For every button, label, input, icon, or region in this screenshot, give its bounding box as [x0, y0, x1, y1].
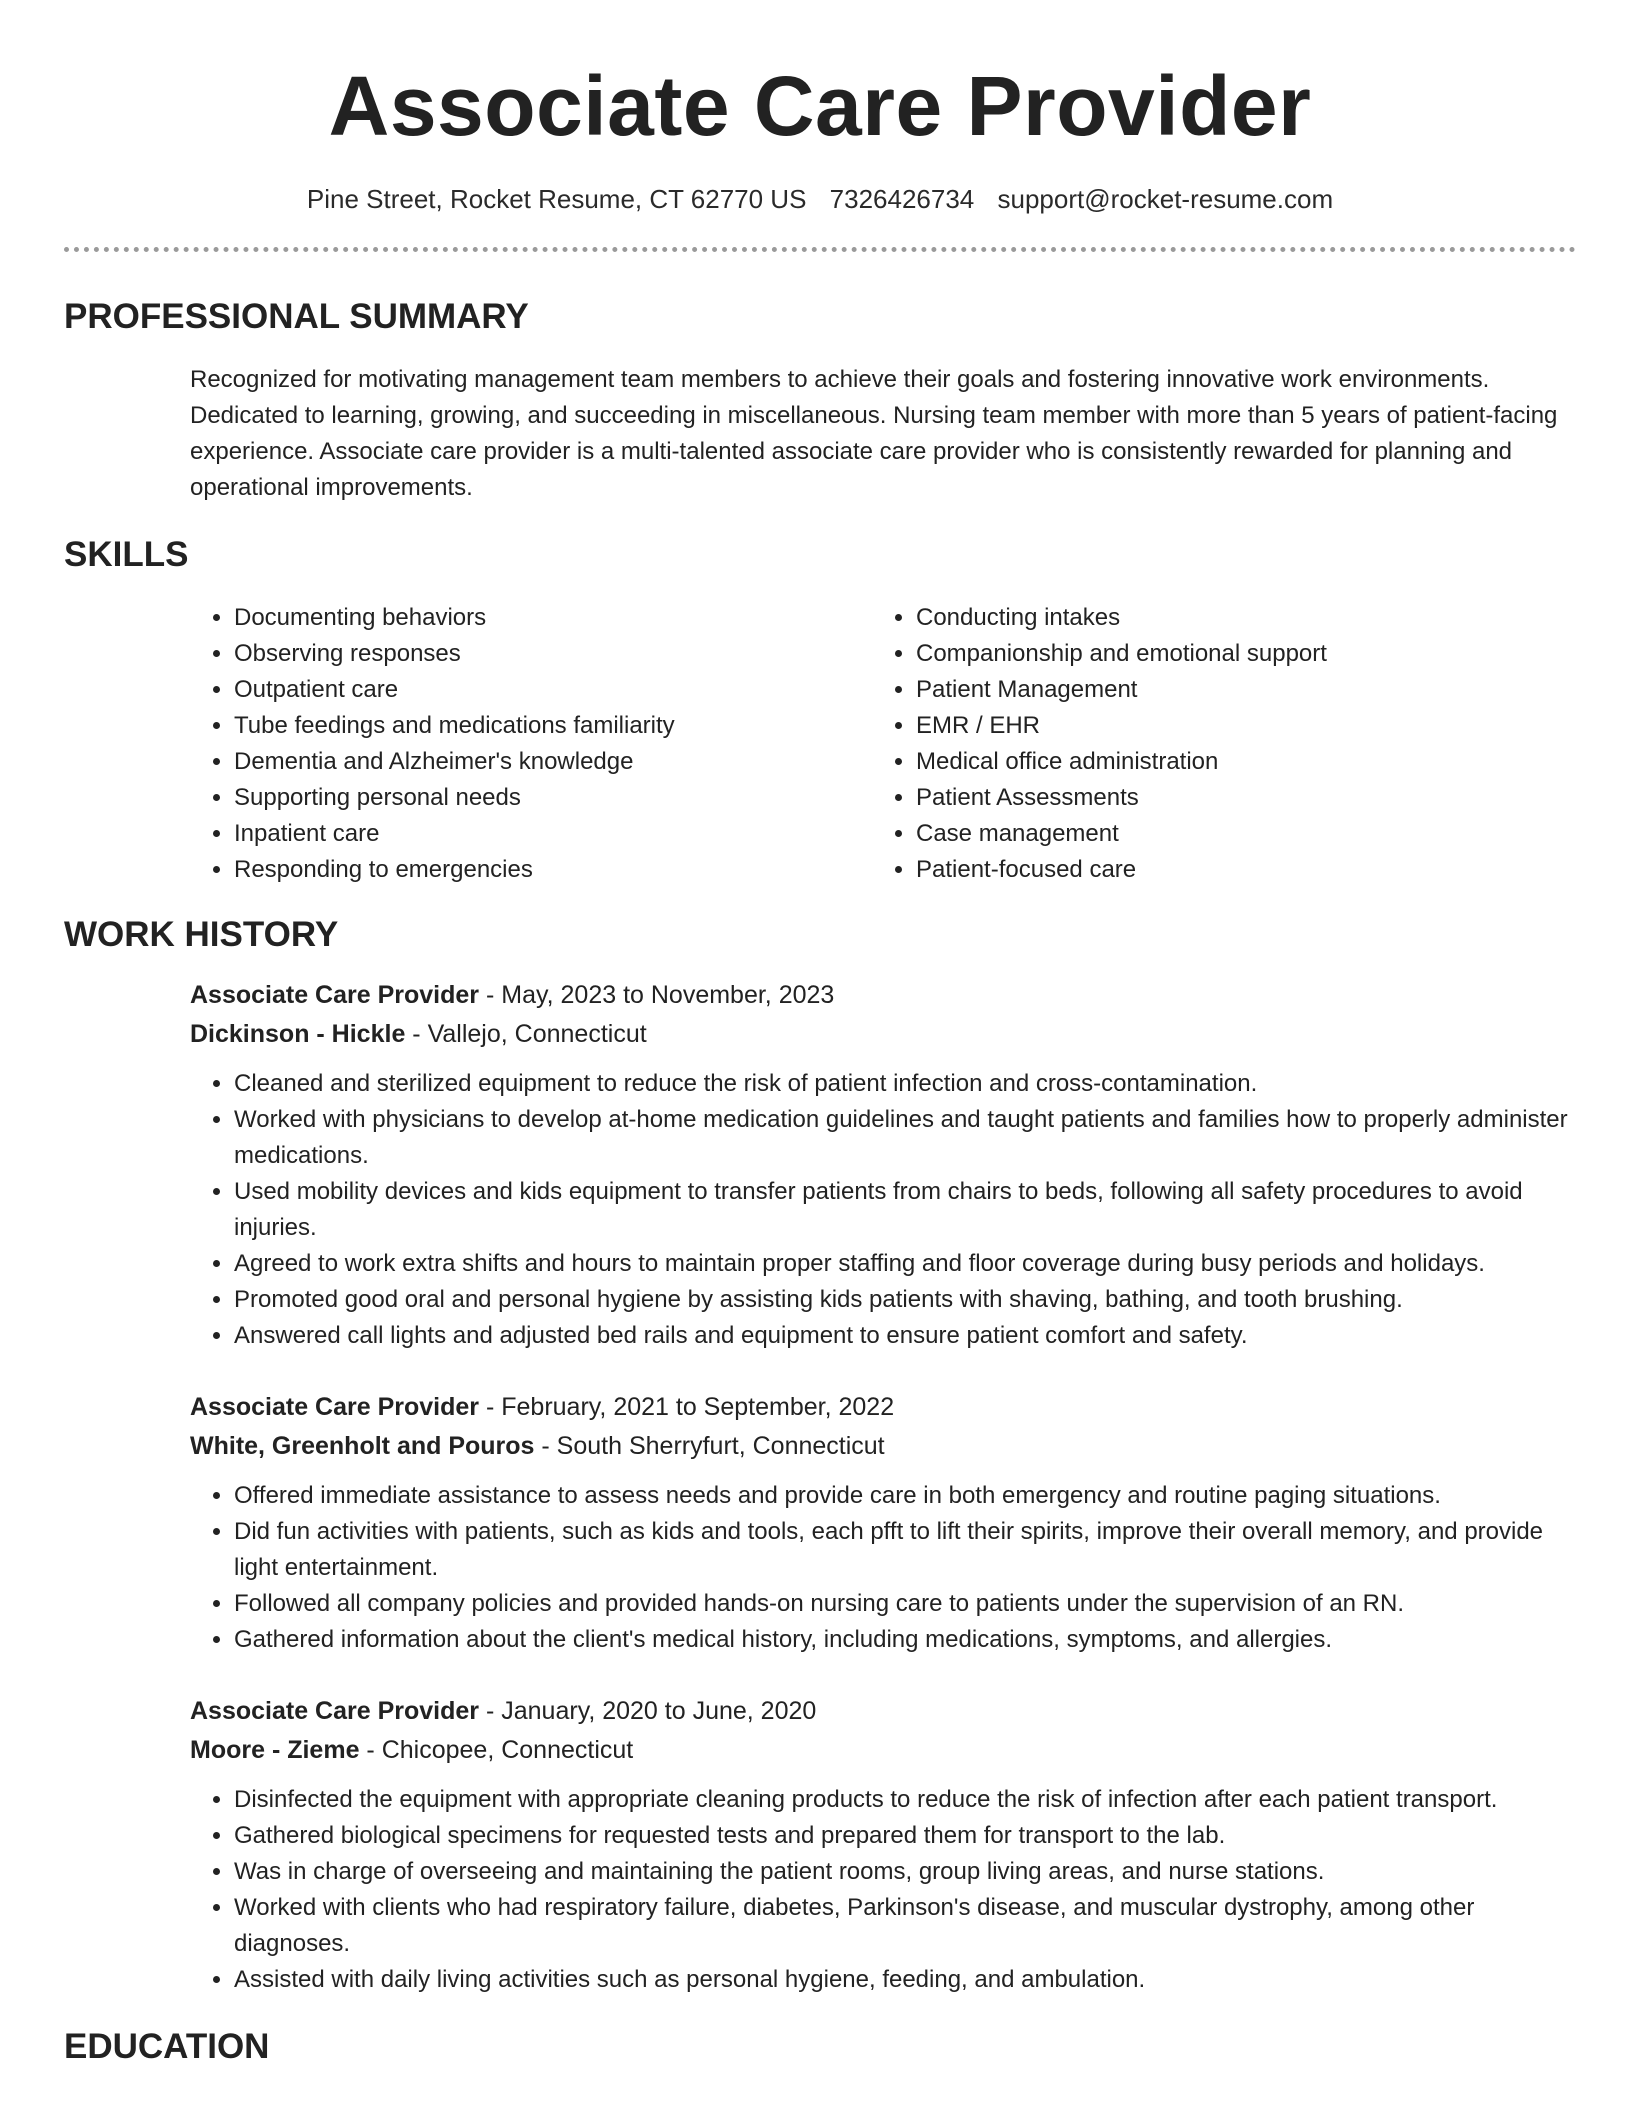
job-role: Associate Care Provider [190, 1697, 480, 1725]
job-entry [190, 976, 1576, 1354]
job-role-line [190, 1388, 1576, 1427]
job-role: Associate Care Provider [190, 1393, 480, 1421]
job-bullets [190, 1478, 1576, 1658]
skill-item: • EMR / EHR [916, 708, 1554, 744]
skills-section [64, 534, 1576, 888]
job-company: White, Greenholt and Pouros [190, 1432, 535, 1460]
job-bullet: • Used mobility devices and kids equipment to transfer patients from chairs to beds, following all safety procedures to avoid injuries. [234, 1174, 1576, 1246]
job-bullet: • Gathered information about the client's medical history, including medications, symptoms, and allergies. [234, 1622, 1576, 1658]
job-bullets [190, 1782, 1576, 1998]
education-heading: EDUCATION [64, 2027, 270, 2066]
skill-item: • Outpatient care [234, 672, 872, 708]
skill-item: • Responding to emergencies [234, 852, 872, 888]
skills-list-left [190, 600, 872, 888]
job-location: - South Sherryfurt, Connecticut [534, 1432, 885, 1460]
skills-list-right [872, 600, 1554, 888]
job-bullet: • Gathered biological specimens for requested tests and prepared them for transport to the lab. [234, 1818, 1576, 1854]
job-bullet: • Was in charge of overseeing and maintaining the patient rooms, group living areas, and nurse stations. [234, 1854, 1576, 1890]
job-bullet: • Did fun activities with patients, such as kids and tools, each pfft to lift their spirits, improve their overall memory, and provide light entertainment. [234, 1514, 1576, 1586]
skill-item: • Supporting personal needs [234, 780, 872, 816]
resume-page [64, 0, 1576, 2068]
job-bullet: • Cleaned and sterilized equipment to reduce the risk of patient infection and cross-contamination. [234, 1066, 1576, 1102]
job-dates: - February, 2021 to September, 2022 [479, 1393, 895, 1421]
job-bullet: • Answered call lights and adjusted bed rails and equipment to ensure patient comfort and safety. [234, 1318, 1576, 1354]
skill-item: • Observing responses [234, 636, 872, 672]
job-dates: - January, 2020 to June, 2020 [479, 1697, 817, 1725]
job-company-line [190, 1427, 1576, 1466]
skill-item: • Companionship and emotional support [916, 636, 1554, 672]
skills-columns [190, 600, 1576, 888]
job-bullet: • Assisted with daily living activities such as personal hygiene, feeding, and ambulation. [234, 1962, 1576, 1998]
job-bullets [190, 1066, 1576, 1354]
job-role-line [190, 976, 1576, 1015]
skill-item: • Conducting intakes [916, 600, 1554, 636]
skill-item: • Tube feedings and medications familiarity [234, 708, 872, 744]
contact-line [64, 184, 1576, 215]
job-company: Moore - Zieme [190, 1736, 360, 1764]
job-bullet: • Disinfected the equipment with appropriate cleaning products to reduce the risk of infection after each patient transport. [234, 1782, 1576, 1818]
job-bullet: • Agreed to work extra shifts and hours to maintain proper staffing and floor coverage during busy periods and holidays. [234, 1246, 1576, 1282]
skill-item: • Case management [916, 816, 1554, 852]
header-divider [64, 247, 1576, 252]
education-section [64, 2026, 1576, 2068]
job-role: Associate Care Provider [190, 981, 480, 1009]
summary-text: Recognized for motivating management team members to achieve their goals and fostering innovative work environments. Dedicated to learning, growing, and succeeding in miscellaneous. Nursing team member with more than 5 years of patient-facing experience. Associate care provider is a multi-talented associate care provider who is consistently rewarded for planning and operational improvements. [190, 366, 1558, 501]
job-company: Dickinson - Hickle [190, 1020, 406, 1048]
job-company-line [190, 1015, 1576, 1054]
work-history-section [64, 914, 1576, 1998]
summary-section [64, 296, 1576, 506]
contact-email: support@rocket-resume.com [997, 184, 1334, 214]
job-entry [190, 1692, 1576, 1998]
job-entry [190, 1388, 1576, 1658]
skills-heading: SKILLS [64, 535, 189, 574]
job-company-line [190, 1731, 1576, 1770]
resume-name-title: Associate Care Provider [328, 59, 1312, 153]
job-location: - Vallejo, Connecticut [405, 1020, 647, 1048]
job-bullet: • Worked with clients who had respiratory failure, diabetes, Parkinson's disease, and muscular dystrophy, among other diagnoses. [234, 1890, 1576, 1962]
job-bullet: • Followed all company policies and provided hands-on nursing care to patients under the supervision of an RN. [234, 1586, 1576, 1622]
contact-address: Pine Street, Rocket Resume, CT 62770 US [306, 184, 807, 214]
skill-item: • Inpatient care [234, 816, 872, 852]
summary-heading: PROFESSIONAL SUMMARY [64, 297, 529, 336]
job-role-line [190, 1692, 1576, 1731]
job-location: - Chicopee, Connecticut [359, 1736, 634, 1764]
skill-item: • Documenting behaviors [234, 600, 872, 636]
skill-item: • Patient Assessments [916, 780, 1554, 816]
skill-item: • Patient Management [916, 672, 1554, 708]
job-dates: - May, 2023 to November, 2023 [479, 981, 835, 1009]
skill-item: • Dementia and Alzheimer's knowledge [234, 744, 872, 780]
work-history-heading: WORK HISTORY [64, 915, 339, 954]
job-bullet: • Promoted good oral and personal hygiene by assisting kids patients with shaving, bathing, and tooth brushing. [234, 1282, 1576, 1318]
skill-item: • Medical office administration [916, 744, 1554, 780]
skill-item: • Patient-focused care [916, 852, 1554, 888]
job-bullet: • Offered immediate assistance to assess needs and provide care in both emergency and routine paging situations. [234, 1478, 1576, 1514]
contact-phone: 7326426734 [829, 184, 975, 214]
job-bullet: • Worked with physicians to develop at-home medication guidelines and taught patients and families how to properly administer medications. [234, 1102, 1576, 1174]
